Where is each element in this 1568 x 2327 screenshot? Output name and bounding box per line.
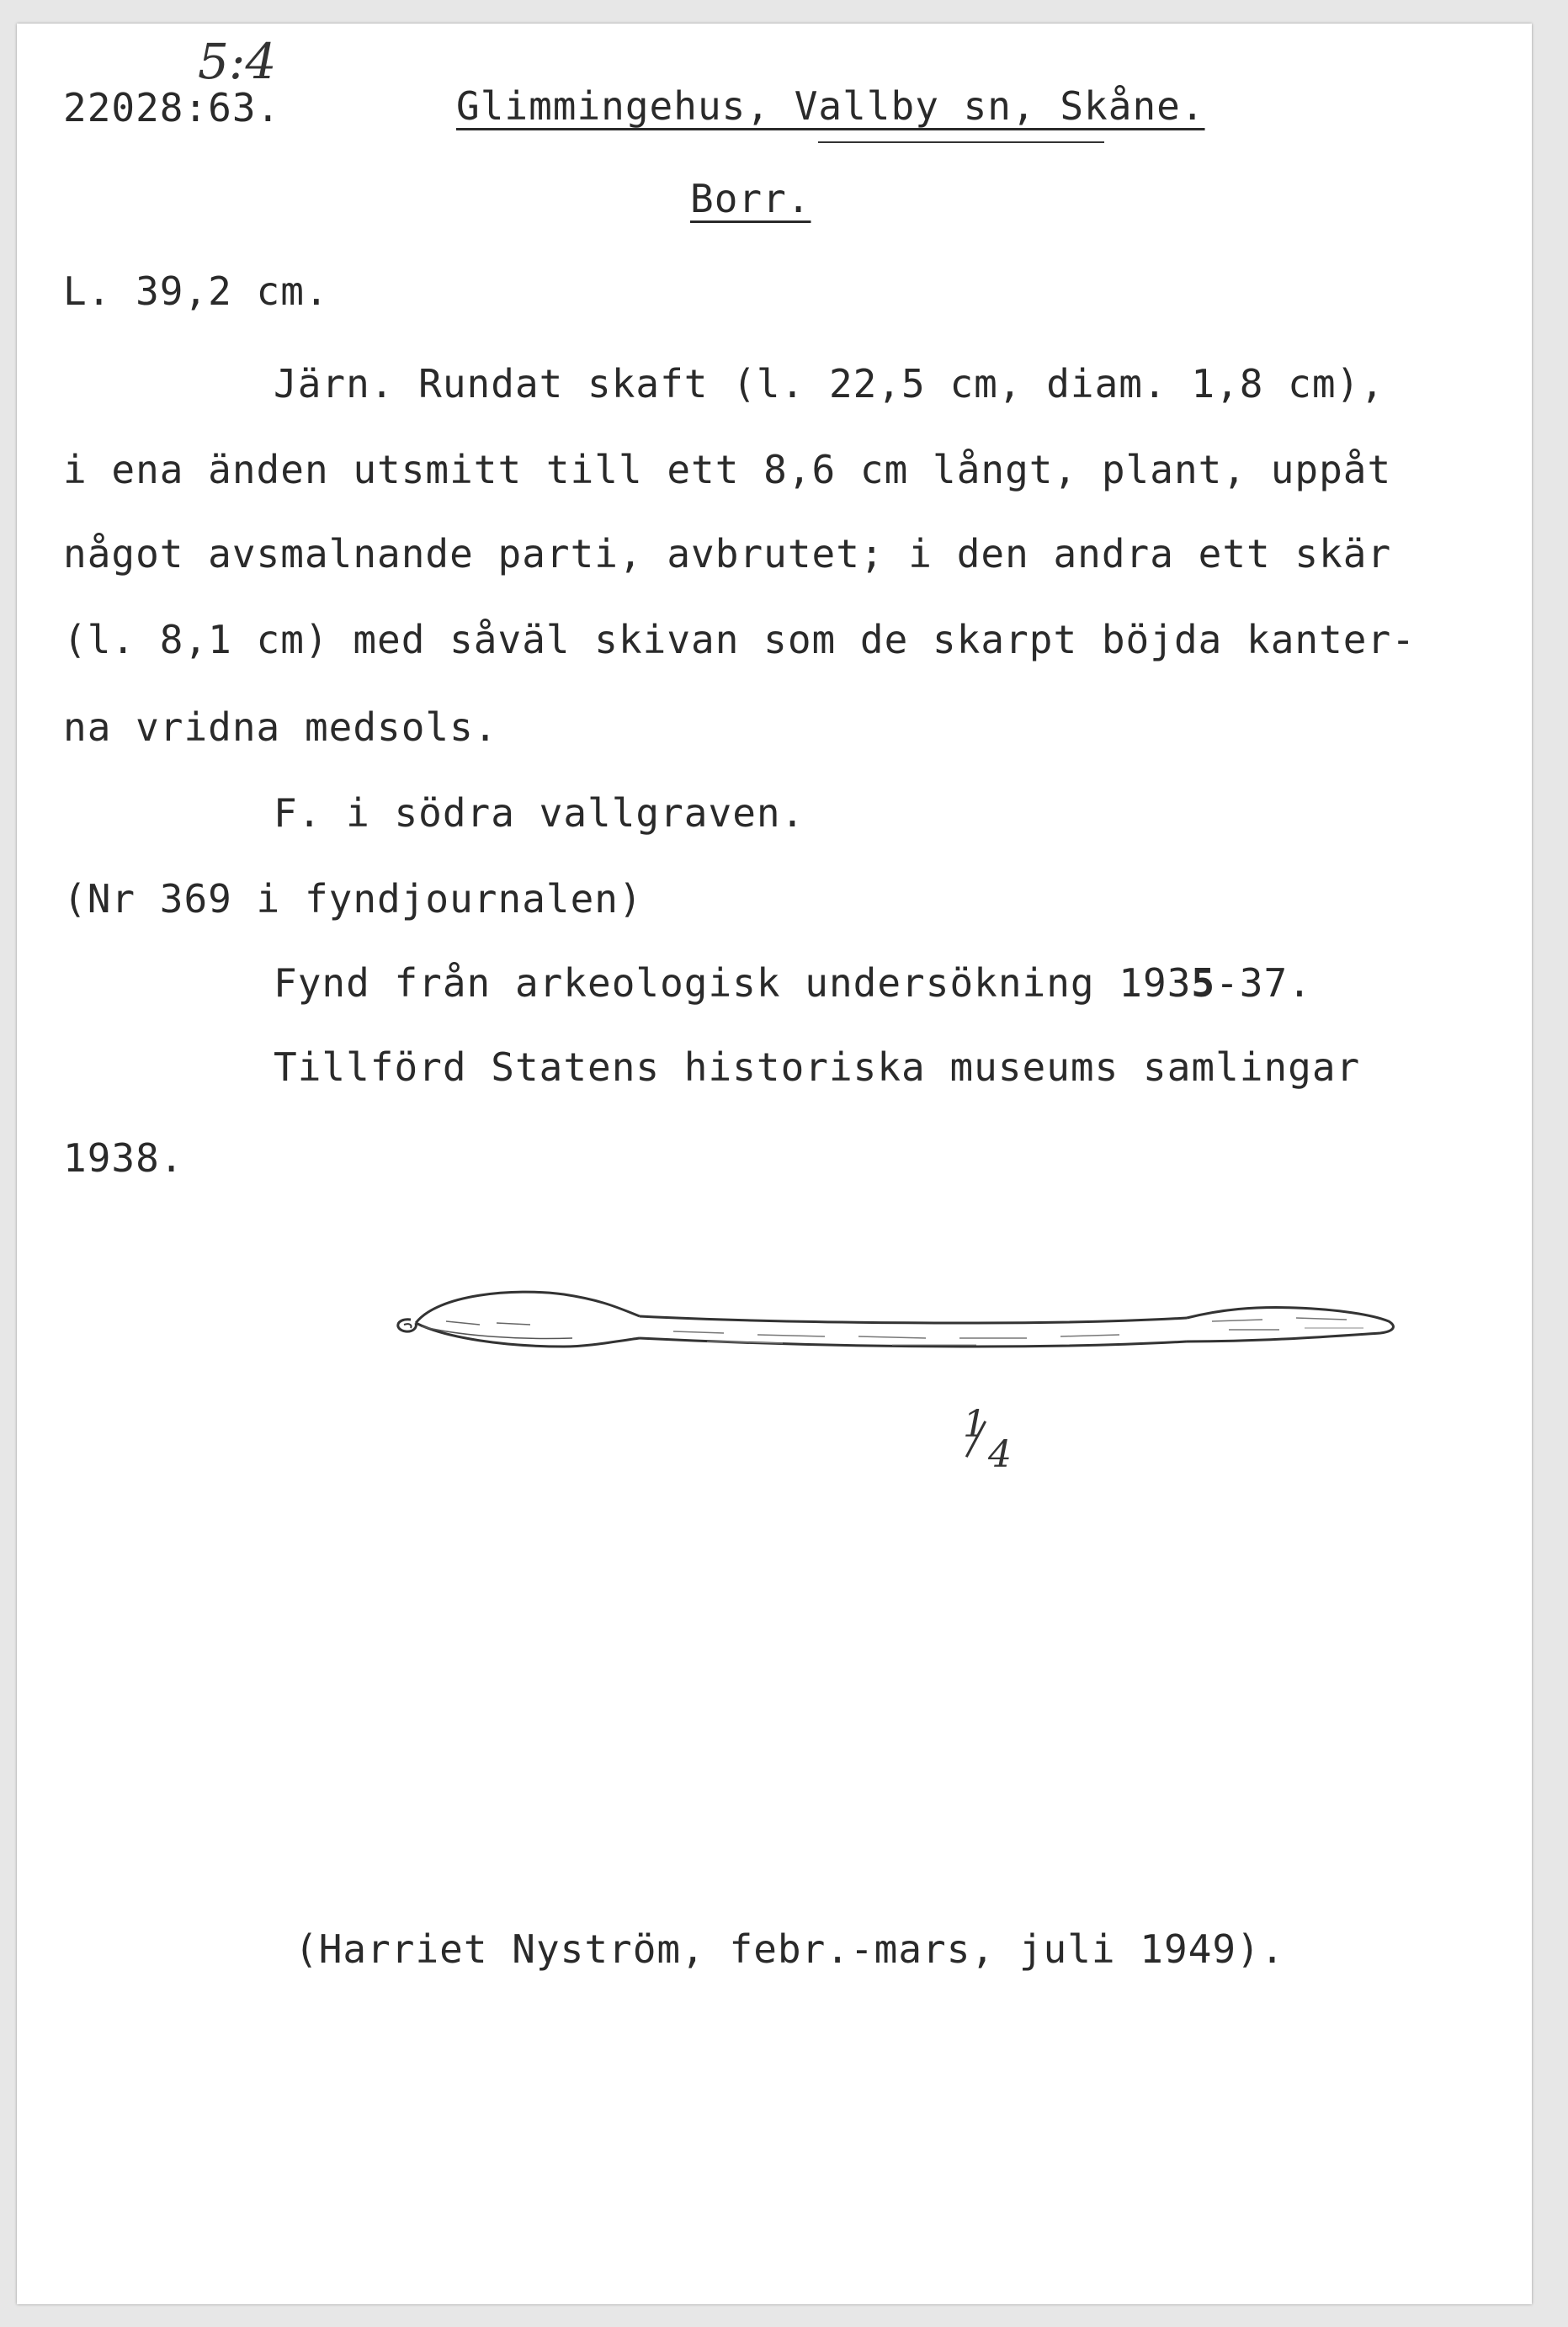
description-line-5: na vridna medsols. — [63, 704, 498, 750]
description-line-4: (l. 8,1 cm) med såväl skivan som de skarpt böjda kanter- — [63, 617, 1416, 662]
drill-drawing — [387, 1269, 1431, 1387]
dimensions: L. 39,2 cm. — [63, 268, 329, 314]
excavation-year-correction: 5 — [1191, 960, 1216, 1006]
description-line-1: Järn. Rundat skaft (l. 22,5 cm, diam. 1,8 cm), — [274, 361, 1385, 406]
excavation-prefix: Fynd från arkeologisk undersökning 193 — [274, 960, 1192, 1006]
handwritten-note: 5:4 — [198, 33, 277, 90]
author-line: (Harriet Nyström, febr.-mars, juli 1949). — [295, 1926, 1285, 1972]
accession-year: 1938. — [63, 1135, 184, 1181]
catalog-number: 22028:63. — [63, 85, 281, 130]
location-heading: Glimmingehus, Vallby sn, Skåne. — [456, 83, 1205, 129]
scale-numerator: 1 — [963, 1403, 986, 1446]
journal-reference: (Nr 369 i fyndjournalen) — [63, 876, 643, 922]
object-name: Borr. — [690, 176, 811, 221]
catalog-card — [17, 24, 1532, 2304]
scale-note — [959, 1404, 1027, 1488]
description-line-3: något avsmalnande parti, avbrutet; i den andra ett skär — [63, 531, 1392, 576]
accession-line: Tillförd Statens historiska museums samlingar — [274, 1044, 1361, 1090]
location-extra-underline — [818, 141, 1104, 143]
description-line-2: i ena änden utsmitt till ett 8,6 cm långt, plant, uppåt — [63, 447, 1392, 492]
excavation-line — [274, 959, 1312, 1007]
scale-denominator: 4 — [988, 1433, 1012, 1476]
find-location: F. i södra vallgraven. — [274, 790, 805, 836]
excavation-suffix: -37. — [1215, 960, 1312, 1006]
